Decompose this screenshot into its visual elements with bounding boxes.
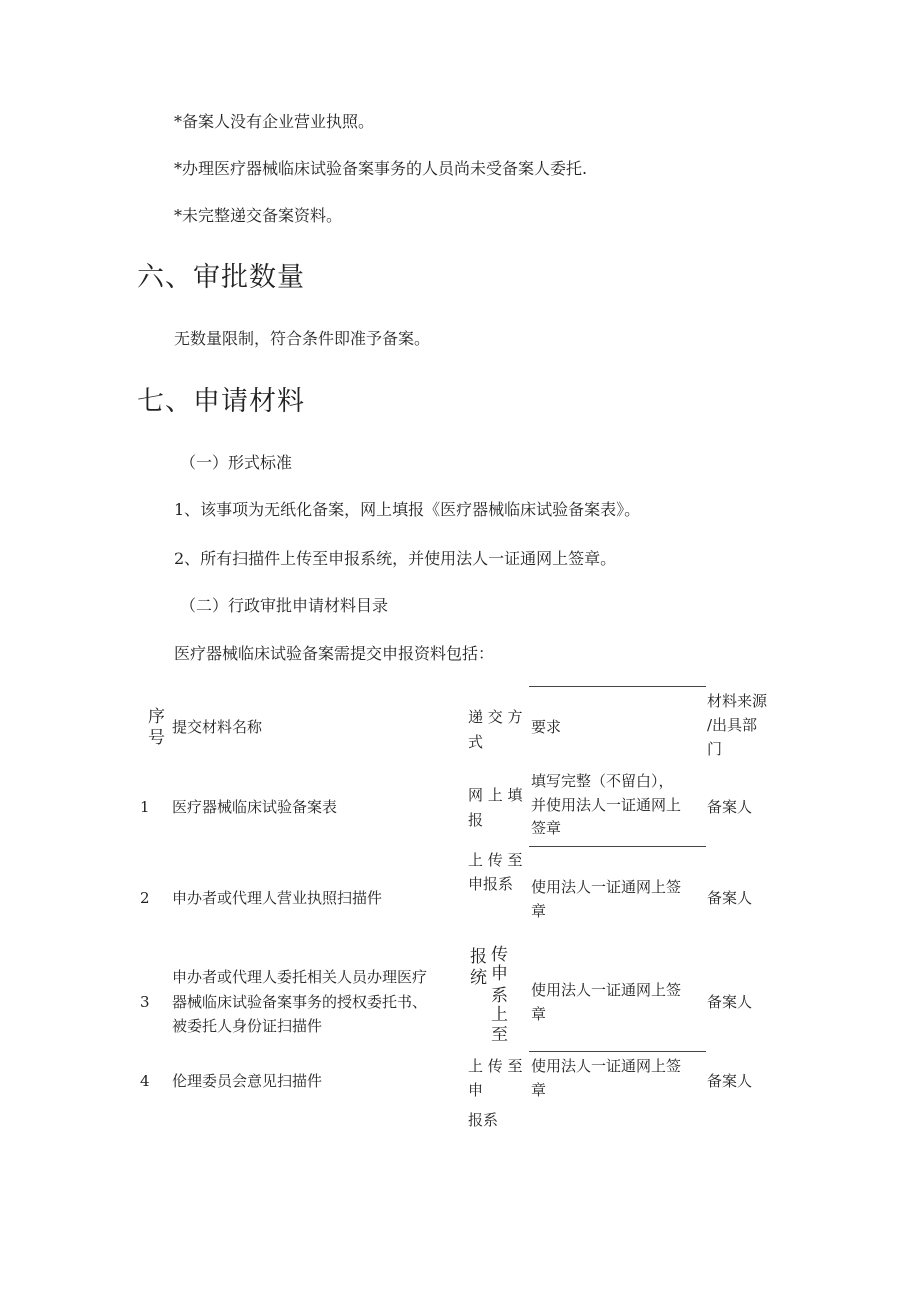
row-number: 3 (140, 993, 150, 1011)
row-req-1: 填写完整（不留白）， (531, 772, 674, 790)
section7-heading: 七、申请材料 (137, 386, 305, 417)
row-number: 1 (140, 798, 150, 816)
row-req-1: 使用法人一证通网上签 (531, 1057, 682, 1075)
row-material-name-1: 申办者或代理人委托相关人员办理医疗 (172, 968, 428, 986)
row-source: 备案人 (707, 798, 753, 816)
row-req-1: 使用法人一证通网上签 (531, 981, 682, 999)
intro-text: 医疗器械临床试验备案需提交申报资料包括： (174, 644, 495, 663)
row-method-1: 上 传 至 (468, 851, 523, 869)
bullet-not-authorized: *办理医疗器械临床试验备案事务的人员尚未受备案人委托. (174, 159, 588, 178)
row-req-2: 并使用法人一证通网上 (531, 796, 682, 814)
row-method-2: 申 (468, 1081, 484, 1099)
row-method-3: 传 (491, 945, 508, 965)
sub-heading-catalog: （二）行政审批申请材料目录 (180, 596, 389, 615)
header-source-2: /出具部 (707, 716, 758, 734)
row-method-2: 统 (470, 968, 487, 988)
row-material-name: 医疗器械临床试验备案表 (172, 798, 338, 816)
header-source-3: 门 (707, 740, 723, 758)
row-number: 4 (140, 1072, 150, 1090)
row-req-2: 章 (531, 902, 547, 920)
item-upload: 2、所有扫描件上传至申报系统，并使用法人一证通网上签章。 (174, 549, 617, 568)
sub-heading-form: （一）形式标准 (180, 453, 293, 472)
row-rule-4 (529, 1051, 706, 1052)
row-source: 备案人 (707, 993, 753, 1011)
row-method-1: 上 传 至 (468, 1057, 523, 1075)
bullet-no-license: *备案人没有企业营业执照。 (174, 112, 375, 131)
row-req-1: 使用法人一证通网上签 (531, 878, 682, 896)
row-source: 备案人 (707, 1072, 753, 1090)
row-material-name-2: 器械临床试验备案事务的授权委托书、 (172, 993, 428, 1011)
table-top-rule (529, 686, 706, 687)
row-method-1: 报 (470, 947, 487, 967)
header-source-1: 材料来源 (707, 692, 768, 710)
row-req-2: 章 (531, 1081, 547, 1099)
row-material-name-3: 被委托人身份证扫描件 (172, 1017, 323, 1035)
row-method-1: 网 上 填 (468, 786, 523, 804)
row-material-name: 申办者或代理人营业执照扫描件 (172, 889, 383, 907)
bullet-incomplete: *未完整递交备案资料。 (174, 206, 343, 225)
row-method-6: 上 (491, 1005, 508, 1025)
row-method-5: 系 (491, 986, 508, 1006)
header-seq-1: 序 (148, 707, 165, 727)
row-method-3: 报系 (468, 1111, 499, 1129)
header-seq-2: 号 (148, 728, 165, 748)
header-name: 提交材料名称 (172, 718, 263, 736)
section6-body: 无数量限制，符合条件即准予备案。 (174, 329, 431, 348)
row-source: 备案人 (707, 889, 753, 907)
row-method-4: 申 (491, 964, 508, 984)
row-req-2: 章 (531, 1005, 547, 1023)
row-method-2: 申报系 (468, 875, 514, 893)
row-method-7: 至 (491, 1025, 508, 1045)
header-requirement: 要求 (531, 718, 562, 736)
row-number: 2 (140, 889, 150, 907)
row-req-3: 签章 (531, 819, 562, 837)
item-paperless: 1、该事项为无纸化备案，网上填报《医疗器械临床试验备案表》。 (174, 500, 641, 519)
row-material-name: 伦理委员会意见扫描件 (172, 1072, 323, 1090)
header-method-1: 递 交 方 (468, 708, 523, 726)
row-rule-2 (529, 846, 706, 847)
header-method-2: 式 (468, 733, 484, 751)
row-method-2: 报 (468, 811, 484, 829)
section6-heading: 六、审批数量 (137, 262, 305, 293)
